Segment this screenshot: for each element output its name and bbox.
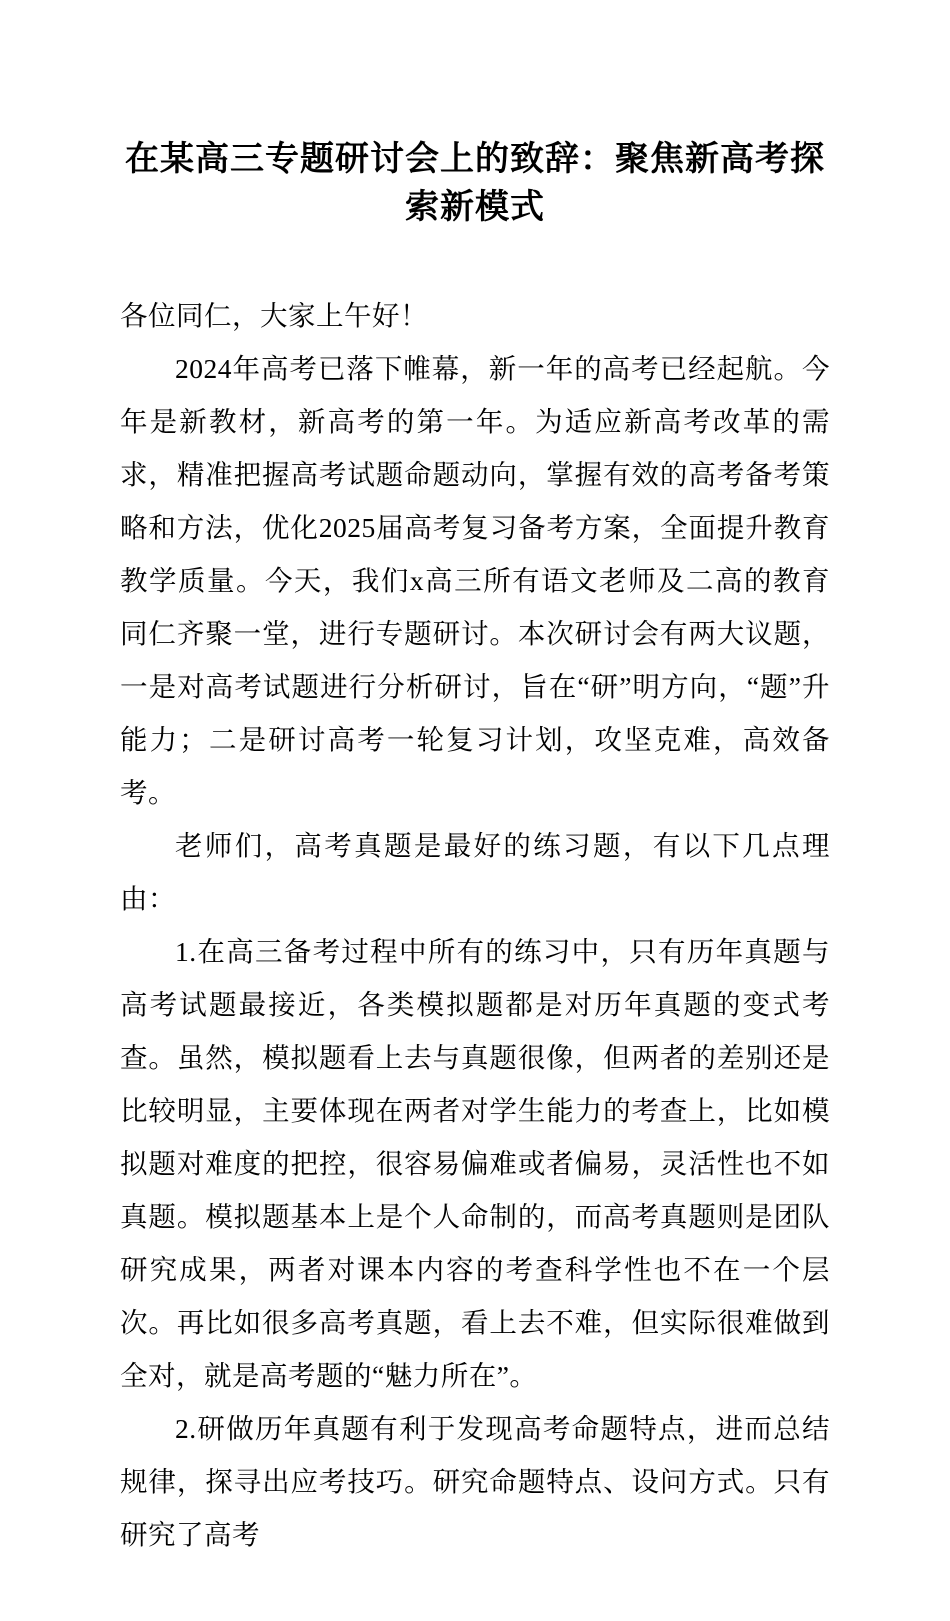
paragraph-point-1: 1.在高三备考过程中所有的练习中，只有历年真题与高考试题最接近，各类模拟题都是对历年真题的变式考查。虽然，模拟题看上去与真题很像，但两者的差别还是比较明显，主要体现在两者对学生能力的考查上，比如模拟题对难度的把控，很容易偏难或者偏易，灵活性也不如真题。模拟题基本上是个人命制的，而高考真题则是团队研究成果，两者对课本内容的考查科学性也不在一个层次。再比如很多高考真题，看上去不难，但实际很难做到全对，就是高考题的“魅力所在”。 — [120, 936, 830, 1392]
paragraph-greeting: 各位同仁，大家上午好！ — [120, 300, 428, 332]
paragraph-point-2: 2.研做历年真题有利于发现高考命题特点，进而总结规律，探寻出应考技巧。研究命题特点、设问方式。只有研究了高考 — [120, 1413, 830, 1551]
paragraph-intro: 2024年高考已落下帷幕，新一年的高考已经起航。今年是新教材，新高考的第一年。为适应新高考改革的需求，精准把握高考试题命题动向，掌握有效的高考备考策略和方法，优化2025届高考复习备考方案，全面提升教育教学质量。今天，我们x高三所有语文老师及二高的教育同仁齐聚一堂，进行专题研讨。本次研讨会有两大议题，一是对高考试题进行分析研讨，旨在“研”明方向，“题”升能力；二是研讨高考一轮复习计划，攻坚克难，高效备考。 — [120, 353, 830, 809]
paragraph-lead-in: 老师们，高考真题是最好的练习题，有以下几点理由： — [120, 830, 830, 915]
document-body — [120, 289, 830, 1561]
document-title: 在某高三专题研讨会上的致辞：聚焦新高考探索新模式 — [125, 141, 825, 226]
